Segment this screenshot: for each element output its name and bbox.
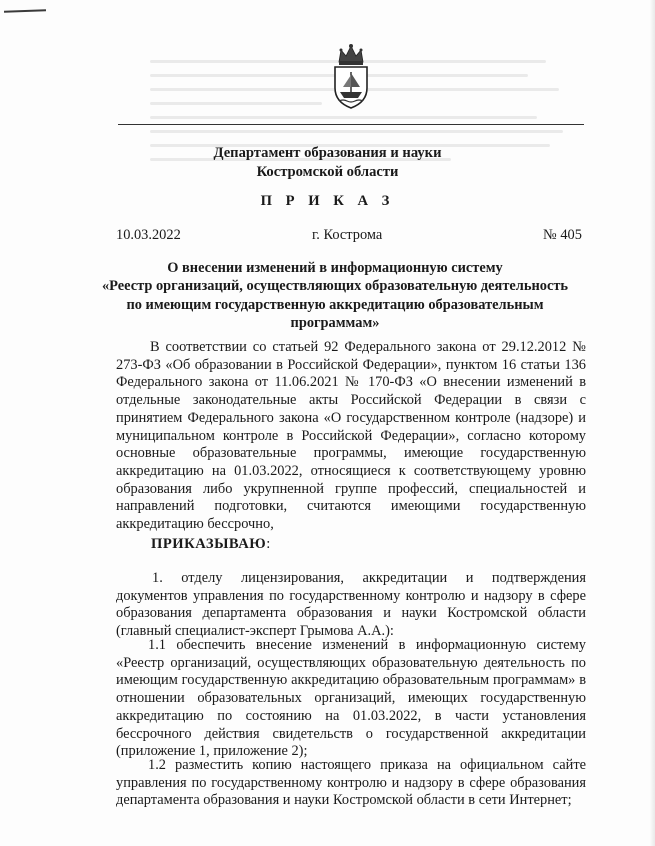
order-subject — [100, 259, 570, 333]
order-city: г. Кострома — [312, 227, 383, 243]
department-region: Костромской области — [256, 164, 399, 180]
order-colon: : — [266, 536, 271, 552]
subject-line: программам» — [290, 315, 380, 332]
preamble-paragraph: В соответствии со статьей 92 Федерального закона от 29.12.2012 № 273-ФЗ «Об образовании в Российской Федерации», пунктом 16 статьи 136 Федерального закона от 11.06.2021 № 170-ФЗ «О внесении изменений в отдельные законодательные акты Российской Федерации в связи с принятием Федерального закона «О государственном контроле (надзоре) и муниципальном контроле в Российской Федерации», согласно которому основные образовательные программы, имеющие государственную аккредитацию на 01.03.2022, относящиеся к соответствующему уровню образования либо укрупненной группе профессий, специальностей и направлений подготовки, считаются имеющими государственную аккредитацию бессрочно, — [116, 339, 586, 533]
item-1-2-paragraph: 1.2 разместить копию настоящего приказа на официальном сайте управления по государственному контролю и надзору в сфере образования департамента образования и науки Костромской области в сети Интернет; — [116, 757, 586, 809]
order-date: 10.03.2022 — [116, 227, 181, 243]
subject-line: по имеющим государственную аккредитацию образовательным — [126, 296, 544, 313]
order-directive — [151, 536, 271, 553]
item-1-paragraph: 1. отделу лицензирования, аккредитации и подтверждения документов управления по государственному контролю и надзору в сфере образования департамента образования и науки Костромской области (главный специалист-эксперт Грымова А.А.): — [116, 570, 586, 640]
order-title: П Р И К А З — [260, 193, 395, 209]
scan-mark — [4, 9, 46, 12]
subject-line: О внесении изменений в информационную систему — [167, 260, 503, 276]
item-1-1-paragraph: 1.1 обеспечить внесение изменений в информационную систему «Реестр организаций, осуществляющих образовательную деятельность по имеющим государственную аккредитацию образовательным программам» в отношении образовательных организаций, имеющих государственную аккредитацию по состоянию на 01.03.2022, в части установления бессрочного действия свидетельств о государственной аккредитации (приложение 1, приложение 2); — [116, 637, 586, 760]
subject-line: «Реестр организаций, осуществляющих образовательную деятельность — [101, 278, 569, 295]
coat-of-arms-icon — [327, 42, 375, 110]
scan-edge-shadow — [649, 0, 655, 846]
header-divider — [118, 124, 584, 125]
order-word: ПРИКАЗЫВАЮ — [151, 536, 267, 552]
order-number: № 405 — [543, 227, 582, 243]
department-name: Департамент образования и науки — [213, 145, 442, 161]
